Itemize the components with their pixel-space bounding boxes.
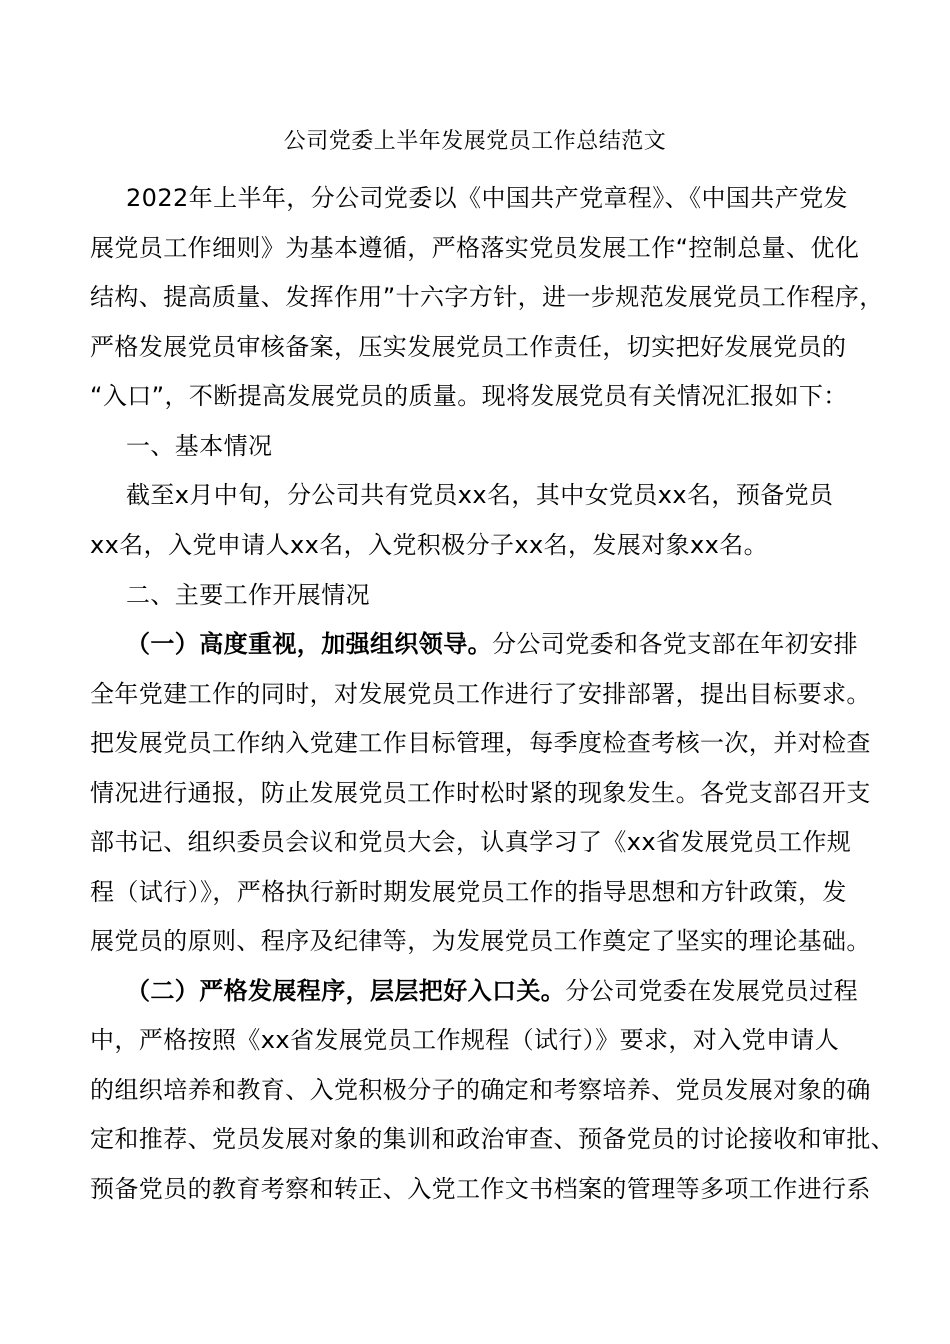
paragraph-line: 程（试行）》，严格执行新时期发展党员工作的指导思想和方针政策，发 bbox=[90, 878, 847, 906]
paragraph-line: 2022年上半年，分公司党委以《中国共产党章程》、《中国共产党发 bbox=[126, 184, 848, 212]
subsection-line-1 bbox=[126, 626, 858, 662]
paragraph-line: 截至x月中旬，分公司共有党员xx名，其中女党员xx名，预备党员 bbox=[126, 481, 834, 509]
section-heading-main-work: 二、主要工作开展情况 bbox=[126, 581, 370, 609]
paragraph-line: 全年党建工作的同时，对发展党员工作进行了安排部署，提出目标要求。 bbox=[90, 680, 871, 708]
paragraph-line: 的组织培养和教育、入党积极分子的确定和考察培养、党员发展对象的确 bbox=[90, 1076, 871, 1104]
paragraph-line: 展党员工作细则》为基本遵循，严格落实党员发展工作“控制总量、优化 bbox=[90, 234, 860, 262]
section-heading-basic: 一、基本情况 bbox=[126, 432, 273, 460]
paragraph-line: 中，严格按照《xx省发展党员工作规程（试行）》要求，对入党申请人 bbox=[90, 1026, 840, 1054]
paragraph-line: xx名，入党申请人xx名，入党积极分子xx名，发展对象xx名。 bbox=[90, 531, 769, 559]
paragraph-line: “入口”，不断提高发展党员的质量。现将发展党员有关情况汇报如下： bbox=[90, 382, 848, 410]
paragraph-line: 结构、提高质量、发挥作用”十六字方针，进一步规范发展党员工作程序， bbox=[90, 283, 884, 311]
document-title: 公司党委上半年发展党员工作总结范文 bbox=[283, 129, 667, 154]
subsection-heading: （二）严格发展程序，层层把好入口关。 bbox=[126, 977, 566, 1005]
subsection-line-2 bbox=[126, 973, 858, 1009]
paragraph-line: 严格发展党员审核备案，压实发展党员工作责任，切实把好发展党员的 bbox=[90, 333, 847, 361]
paragraph-line: 把发展党员工作纳入党建工作目标管理，每季度检查考核一次，并对检查 bbox=[90, 729, 871, 757]
paragraph-line: 预备党员的教育考察和转正、入党工作文书档案的管理等多项工作进行系 bbox=[90, 1175, 871, 1203]
paragraph-line: 情况进行通报，防止发展党员工作时松时紧的现象发生。各党支部召开支 bbox=[90, 779, 871, 807]
paragraph-line: 展党员的原则、程序及纪律等，为发展党员工作奠定了坚实的理论基础。 bbox=[90, 927, 871, 955]
paragraph-line: 定和推荐、党员发展对象的集训和政治审查、预备党员的讨论接收和审批、 bbox=[90, 1125, 896, 1153]
subsection-heading: （一）高度重视，加强组织领导。 bbox=[126, 630, 492, 658]
subsection-text: 分公司党委在发展党员过程 bbox=[565, 977, 859, 1005]
subsection-text: 分公司党委和各党支部在年初安排 bbox=[492, 630, 858, 658]
paragraph-line: 部书记、组织委员会议和党员大会，认真学习了《xx省发展党员工作规 bbox=[90, 828, 852, 856]
